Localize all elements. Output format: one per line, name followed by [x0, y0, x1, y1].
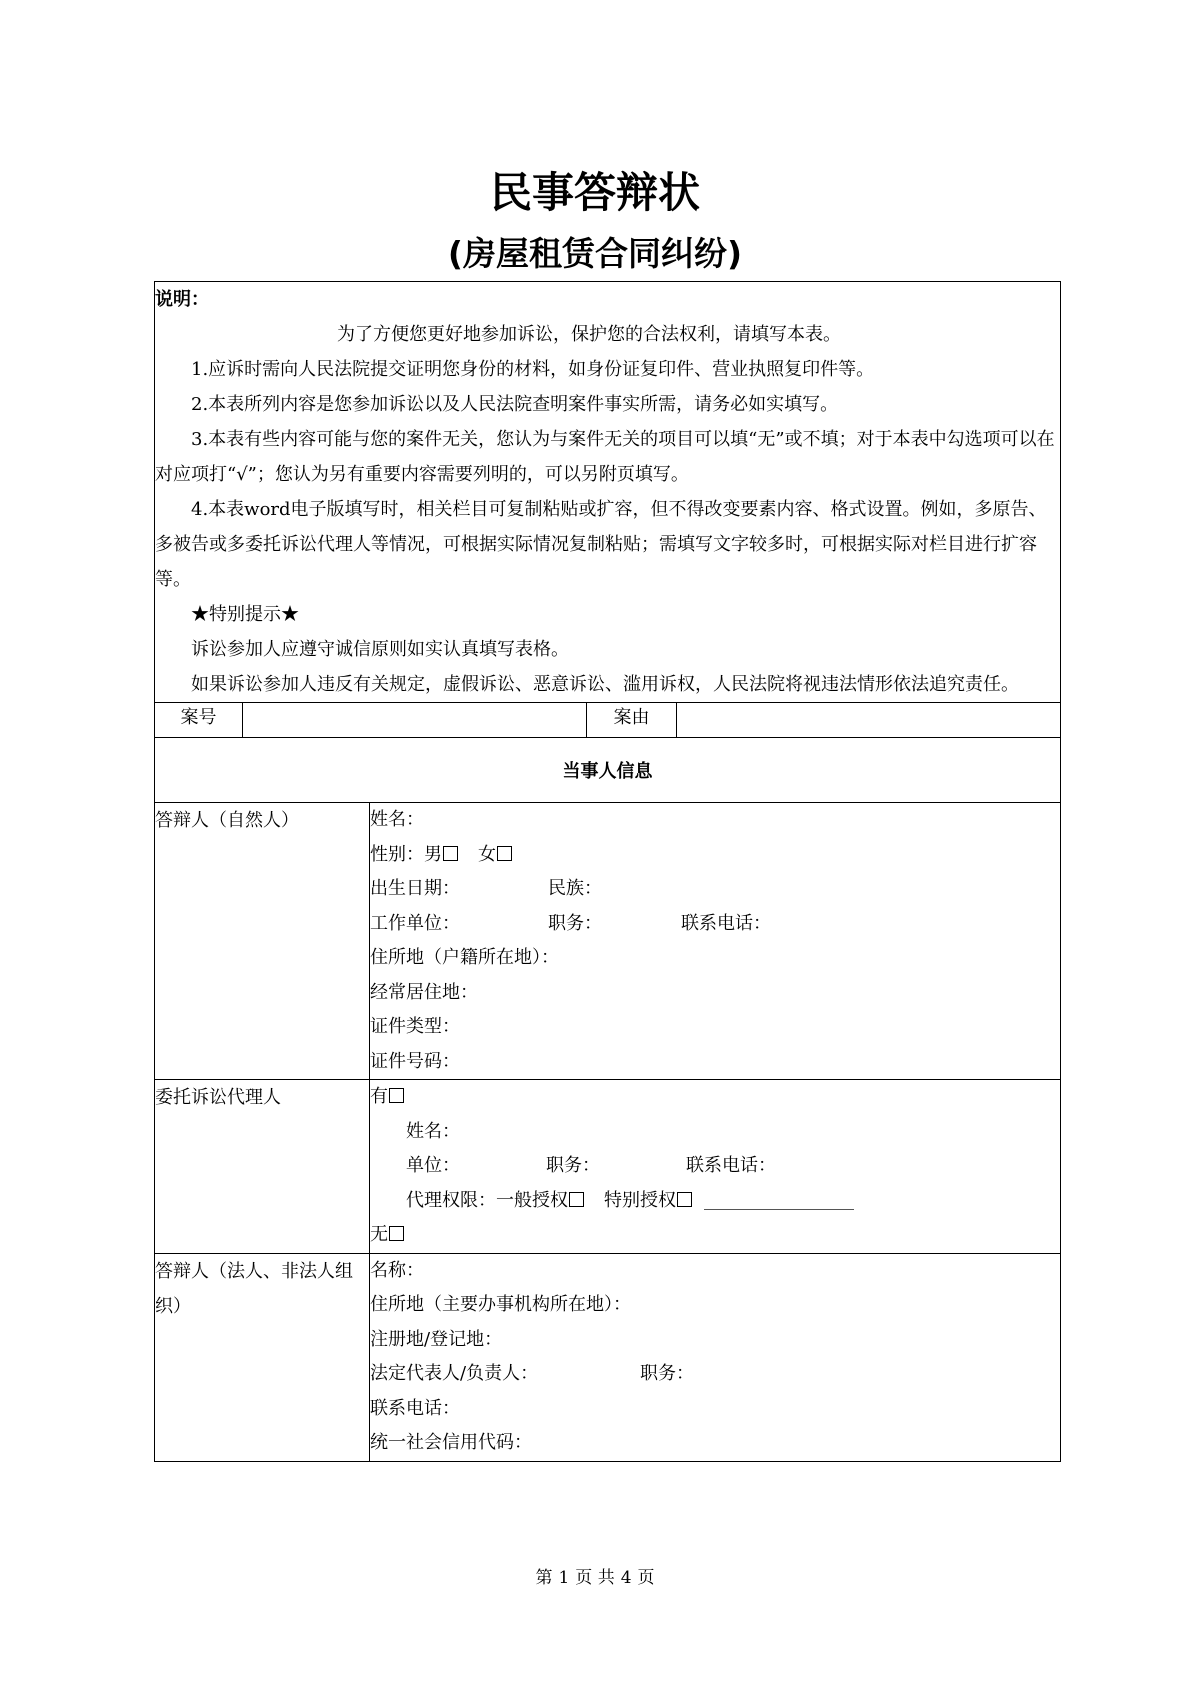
name-field[interactable]: 姓名： [370, 809, 424, 830]
instructions-heading: 说明： [155, 289, 209, 310]
agent-unit-row [370, 1149, 1060, 1184]
special-notice-item-1: 诉讼参加人应遵守诚信原则如实认真填写表格。 [191, 639, 569, 660]
instructions-intro: 为了方便您更好地参加诉讼，保护您的合法权利，请填写本表。 [337, 324, 841, 345]
case-cause-label: 案由 [587, 703, 677, 738]
birth-date-field[interactable]: 出生日期： [370, 878, 460, 899]
agent-authority-row [370, 1184, 1060, 1219]
agent-unit-field[interactable]: 单位： [406, 1155, 460, 1176]
org-domicile-field[interactable]: 住所地（主要办事机构所在地）： [370, 1294, 631, 1315]
id-number-field[interactable]: 证件号码： [370, 1050, 460, 1072]
org-phone-field[interactable]: 联系电话： [370, 1397, 460, 1419]
instruction-item-3: 3.本表有些内容可能与您的案件无关，您认为与案件无关的项目可以填“无”或不填；对于本表中勾选项可以在对应项打“√”；您认为另有重要内容需要列明的，可以另附页填写。 [155, 429, 1055, 485]
ethnicity-field[interactable]: 民族： [548, 878, 602, 899]
birth-ethnicity-row [370, 872, 1060, 907]
authority-blank-line[interactable] [704, 1187, 854, 1210]
female-checkbox[interactable] [497, 846, 512, 861]
legal-person-label: 答辩人（法人、非法人组织） [155, 1253, 370, 1461]
employer-field[interactable]: 工作单位： [370, 912, 460, 934]
natural-person-label: 答辩人（自然人） [155, 803, 370, 1080]
gender-field [370, 838, 1060, 873]
case-number-field[interactable] [243, 703, 587, 738]
agent-has-label: 有 [370, 1086, 388, 1107]
residence-field[interactable]: 经常居住地： [370, 981, 478, 1003]
phone-field[interactable]: 联系电话： [681, 912, 771, 934]
org-name-field[interactable]: 名称： [370, 1259, 424, 1281]
agent-label: 委托诉讼代理人 [155, 1080, 370, 1254]
page-footer [0, 1563, 1190, 1588]
general-authority-checkbox[interactable] [569, 1192, 584, 1207]
section-title: 当事人信息 [155, 738, 1061, 803]
agent-phone-field[interactable]: 联系电话： [686, 1155, 776, 1176]
footer-suffix: 页 [637, 1568, 655, 1588]
instruction-item-2: 2.本表所列内容是您参加诉讼以及人民法院查明案件事实所需，请务必如实填写。 [191, 394, 839, 415]
special-authority-checkbox[interactable] [677, 1192, 692, 1207]
footer-total-pages: 4 [620, 1568, 632, 1588]
footer-prefix: 第 [535, 1568, 553, 1588]
representative-row [370, 1357, 1060, 1392]
instruction-item-4: 4.本表word电子版填写时，相关栏目可复制粘贴或扩容，但不得改变要素内容、格式设置。例如，多原告、多被告或多委托诉讼代理人等情况，可根据实际情况复制粘贴；需填写文字较多时，可根据实际对栏目进行扩容等。 [155, 499, 1047, 590]
agent-name-field[interactable]: 姓名： [406, 1120, 460, 1142]
agent-position-field[interactable]: 职务： [546, 1155, 600, 1176]
footer-middle: 页 共 [575, 1568, 615, 1588]
representative-field[interactable]: 法定代表人/负责人： [370, 1363, 539, 1384]
case-cause-field[interactable] [677, 703, 1061, 738]
domicile-field[interactable]: 住所地（户籍所在地）： [370, 947, 559, 968]
document-title: 民事答辩状 [489, 168, 700, 217]
employment-row [370, 907, 1060, 942]
male-checkbox[interactable] [443, 846, 458, 861]
id-type-field[interactable]: 证件类型： [370, 1016, 460, 1037]
agent-none-row [370, 1218, 1060, 1253]
special-authority-label: 特别授权 [604, 1189, 676, 1211]
male-option-label: 男 [424, 843, 442, 865]
general-authority-label: 一般授权 [496, 1189, 568, 1211]
agent-has-checkbox[interactable] [389, 1088, 404, 1103]
instructions-box [155, 282, 1061, 703]
defense-form-table [154, 281, 1061, 1462]
authority-label: 代理权限： [406, 1189, 496, 1211]
registration-field[interactable]: 注册地/登记地： [370, 1328, 503, 1350]
agent-none-label: 无 [370, 1224, 388, 1245]
agent-fields [370, 1080, 1061, 1254]
special-notice-title: ★特别提示★ [191, 604, 299, 625]
footer-page-number: 1 [558, 1568, 570, 1588]
agent-none-checkbox[interactable] [389, 1226, 404, 1241]
case-number-label: 案号 [155, 703, 243, 738]
legal-person-fields [370, 1253, 1061, 1461]
position-field[interactable]: 职务： [548, 912, 602, 934]
credit-code-field[interactable]: 统一社会信用代码： [370, 1432, 532, 1453]
natural-person-fields [370, 803, 1061, 1080]
instruction-item-1: 1.应诉时需向人民法院提交证明您身份的材料，如身份证复印件、营业执照复印件等。 [191, 359, 875, 380]
representative-position-field[interactable]: 职务： [640, 1363, 694, 1384]
gender-label: 性别： [370, 843, 424, 865]
special-notice-item-2: 如果诉讼参加人违反有关规定，虚假诉讼、恶意诉讼、滥用诉权，人民法院将视违法情形依法追究责任。 [191, 674, 1019, 695]
female-option-label: 女 [478, 843, 496, 865]
document-subtitle: (房屋租赁合同纠纷) [447, 234, 743, 273]
agent-has-row [370, 1080, 1060, 1115]
